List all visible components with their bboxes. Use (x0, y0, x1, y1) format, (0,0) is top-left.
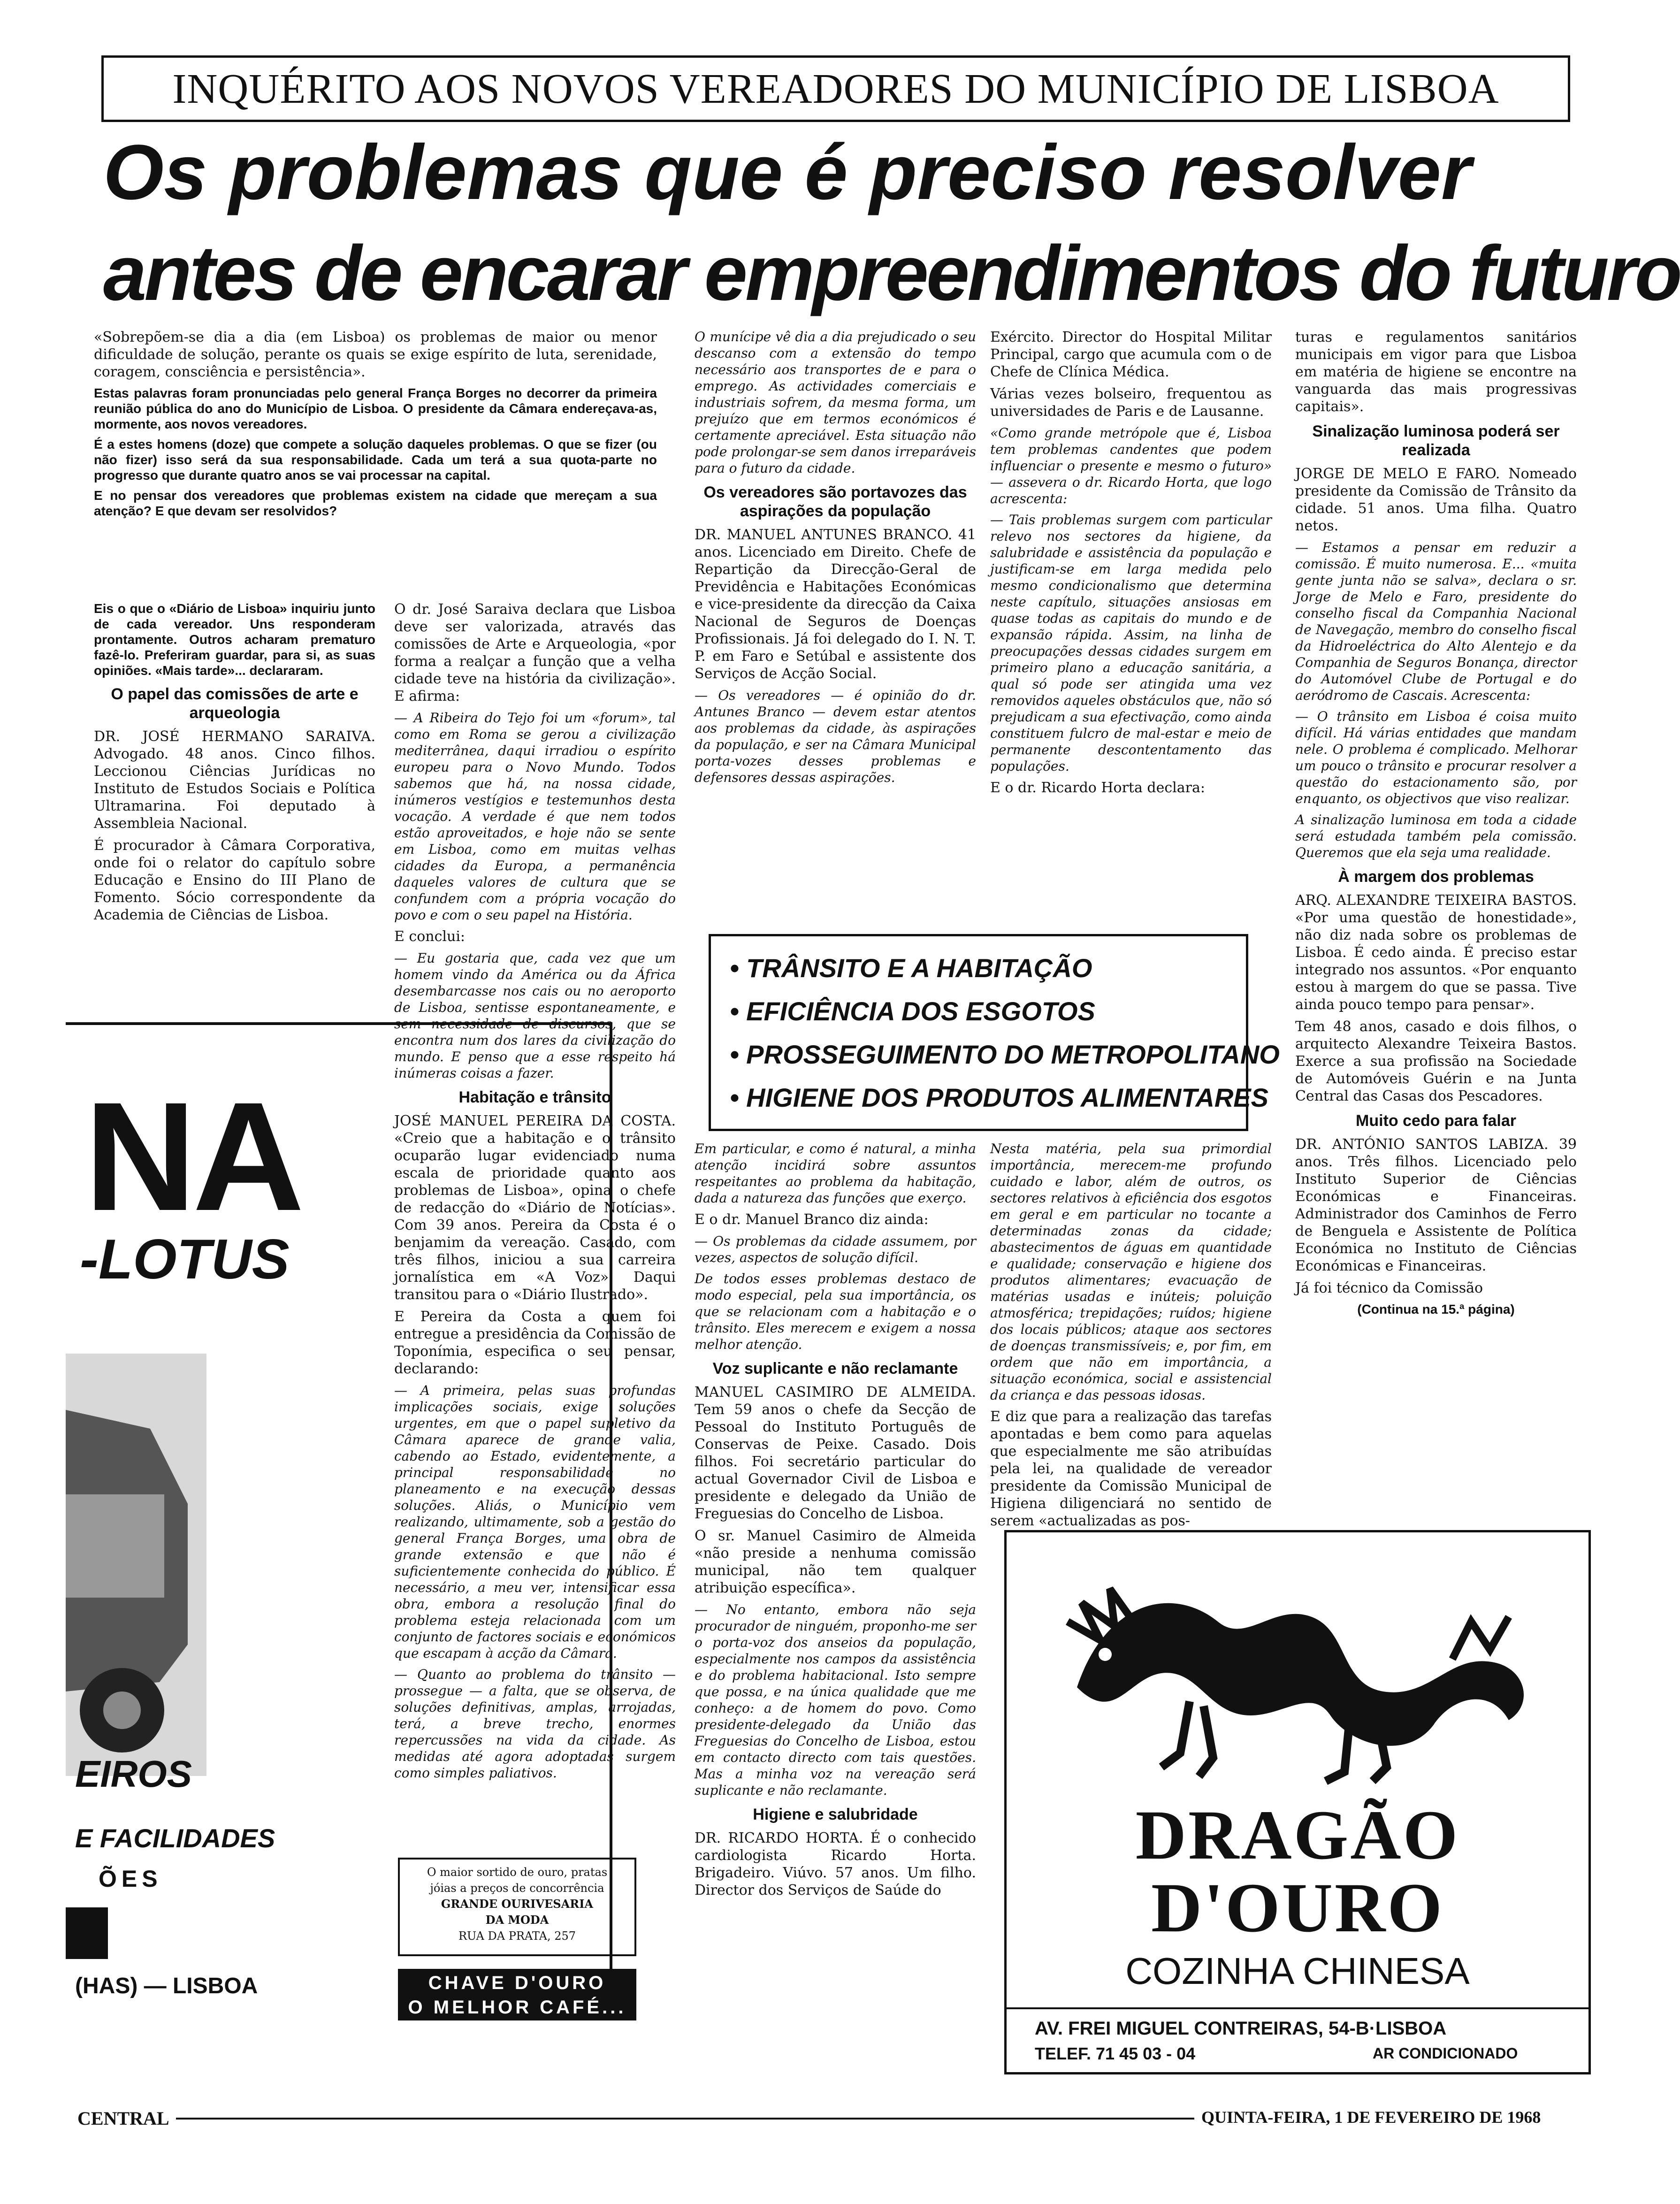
quote-paragraph: Nesta matéria, pela sua primordial importância, merecem-me profundo cuidado e labor, além de outros, os sectores relativos à eficiência dos esgotos em geral e em particular no tocante a determinadas zonas da cidade; abastecimentos de águas em quantidade e qualidade; conservação e higiene dos produtos alimentares; evacuação de matérias usadas e inúteis; poluição atmosférica; trepidações; ruídos; higiene dos locais públicos; ataque aos sectores de doenças transmissíveis; e, por fim, em ordem que não em importância, a situação económica, social e assistencial da criança e das pessoas idosas. (990, 1141, 1272, 1403)
quote-paragraph: — Os vereadores — é opinião do dr. Antunes Branco — devem estar atentos aos problemas da cidade, às aspirações da população, e ser na Câmara Municipal porta-vozes desses problemas e defensores dessas aspirações. (695, 688, 976, 785)
subheading: Sinalização luminosa poderá ser realizada (1312, 422, 1560, 459)
paragraph: DR. JOSÉ HERMANO SARAIVA. Advogado. 48 anos. Cinco filhos. Leccionou Ciências Jurídicas no Instituto de Estudos Sociais e Política Ultramarina. Foi deputado à Assembleia Nacional. (94, 728, 375, 832)
paragraph: E diz que para a realização das tarefas apontadas e bem como para aquelas que especialmente me são atribuídas pela lei, na qualidade de vereador presidente da Comissão Municipal de Higiena diligenciará no sentido de serem «actualizadas as pos- (990, 1408, 1272, 1529)
paragraph: É procurador à Câmara Corporativa, onde foi o relator do capítulo sobre Educação e Ensino do III Plano de Fomento. Sócio correspondente da Academia de Ciências de Lisboa. (94, 837, 375, 923)
restaurant-address: AV. FREI MIGUEL CONTREIRAS, 54-B·LISBOA (1035, 2018, 1447, 2039)
quote-paragraph: De todos esses problemas destaco de modo especial, pela sua importância, os que se relacionam com a habitação e o trânsito. Eles merecem e exigem a nossa melhor atenção. (695, 1271, 976, 1352)
subheading: O papel das comissões de arte e arqueologia (111, 685, 359, 722)
column-4-top (990, 329, 1272, 929)
paragraph: E o dr. Ricardo Horta declara: (990, 780, 1205, 796)
quote-paragraph: — No entanto, embora não seja procurador de ninguém, proponho-me ser o porta-voz dos anseios da população, especialmente nos campos da assistência e do problema habitacional. Isto sempre que possa, e na única qualidade que me conheço: a de homem do povo. Como presidente-delegado da União das Freguesias do Concelho de Lisboa, estou em contacto directo com tais questões. Mas a minha voz na vereação será suplicante e não reclamante. (695, 1602, 976, 1798)
quote-paragraph: — Estamos a pensar em reduzir a comissão. É muito numerosa. E... «muita gente junta não se salva», declara o sr. Jorge de Melo e Faro, presidente do conselho fiscal da Companhia Nacional de Navegação, membro do conselho fiscal da Hidroeléctrica do Alto Alentejo e da Companhia de Seguros Bonança, director do Automóvel Clube de Portugal e do aeródromo de Cascais. Acrescenta: (1295, 540, 1577, 703)
quote-paragraph: — Quanto ao problema do trânsito — prossegue — a falta, que se observa, de soluções definitivas, amplas, arrojadas, terá, a breve trecho, enormes repercussões na vida da cidade. As medidas até agora adoptadas surgem como simples paliativos. (394, 1667, 676, 1781)
quote-paragraph: — Os problemas da cidade assumem, por vezes, aspectos de solução difícil. (695, 1233, 976, 1265)
headline-line-1: Os problemas que é preciso resolver (103, 129, 1472, 216)
restaurant-advertisement (1004, 1530, 1591, 2074)
paragraph: E conclui: (394, 928, 466, 945)
jewellery-advertisement (398, 1858, 636, 1956)
paragraph: DR. RICARDO HORTA. É o conhecido cardiologista Ricardo Horta. Brigadeiro. Viúvo. 57 anos. Um filho. Director dos Serviços de Saúde do (695, 1830, 976, 1898)
paragraph: JORGE DE MELO E FARO. Nomeado presidente da Comissão de Trânsito da cidade. 51 anos. Uma filha. Quatro netos. (1295, 466, 1577, 534)
ad-lotus: -LOTUS (80, 1228, 290, 1291)
subheading: Os vereadores são portavozes das aspirações da população (703, 483, 967, 520)
paragraph: E o dr. Manuel Branco diz ainda: (695, 1211, 929, 1228)
footer-rule (101, 2118, 1194, 2120)
topics-box (709, 934, 1280, 1131)
ad-cafe-slogan: O MELHOR CAFÉ... (408, 1997, 626, 2018)
paragraph: Tem 48 anos, casado e dois filhos, o arquitecto Alexandre Teixeira Bastos. Exerce a sua profissão na Sociedade de Automóveis Guérin e na Junta Central das Casas dos Pescadores. (1295, 1018, 1577, 1104)
subheading: À margem dos problemas (1338, 868, 1534, 886)
ad-jewel-line: jóias a preços de concorrência (430, 1882, 604, 1895)
column-4-bottom (990, 1140, 1272, 1529)
ad-big-letters: NA (84, 1070, 301, 1243)
lead-paragraph: Eis o que o «Diário de Lisboa» inquiriu junto de cada vereador. Uns responderam prontamente. Outros acharam prematuro fazê-lo. Preferiram guardar, para si, as suas opiniões. «Mais tarde»... declararam. (94, 601, 375, 678)
paragraph: O sr. Manuel Casimiro de Almeida «não preside a nenhuma comissão municipal, não tem qualquer atribuição específica». (695, 1528, 976, 1596)
quote-paragraph: O munícipe vê dia a dia prejudicado o seu descanso com a extensão do tempo necessário aos transportes de e para o emprego. As actividades comerciais e industriais sofrem, da mesma forma, um prejuízo que em termos económicos é certamente apreciável. Esta situação não pode prolongar-se sem danos irreparáveis para o futuro da cidade. (695, 329, 976, 476)
subheading: Habitação e trânsito (458, 1088, 611, 1106)
topic-item: • HIGIENE DOS PRODUTOS ALIMENTARES (730, 1083, 1268, 1112)
restaurant-name: DRAGÃO (1135, 1796, 1460, 1874)
car-image (66, 1354, 206, 1776)
quote-paragraph: — Tais problemas surgem com particular relevo nos sectores da higiene, da salubridade e assistência da população e justificam-se em larga medida pelo mesmo condicionalismo que determina neste capítulo, situações ansiosas em quase todas as capitais do mundo e de expansão rápida. Assim, na linha de preocupações dessas cidades surgem em primeiro plano a educação sanitária, a qual só pode ser atingida uma vez removidos aqueles obstáculos que, não só prejudicam a sua efectivação, como ainda constituem fulcro de mal-estar e meio de permanente descontentamento das populações. (990, 512, 1272, 774)
ad-jewel-address: RUA DA PRATA, 257 (458, 1929, 576, 1943)
paragraph: JOSÉ MANUEL PEREIRA DA COSTA. «Creio que a habitação e o trânsito ocuparão lugar evidenciado numa escala de prioridade quanto aos problemas de Lisboa», opina o chefe de redacção do «Diário de Notícias». Com 39 anos. Pereira da Costa é o benjamim da vereação. Casado, com três filhos, iniciou a sua carreira jornalística em «A Voz». Daqui transitou para o «Diário Ilustrado». (394, 1113, 676, 1303)
restaurant-phone: TELEF. 71 45 03 - 04 (1035, 2044, 1196, 2063)
paragraph: Várias vezes bolseiro, frequentou as universidades de Paris e de Lausanne. (990, 386, 1272, 420)
restaurant-ac: AR CONDICIONADO (1373, 2045, 1518, 2062)
intro-paragraph: Estas palavras foram pronunciadas pelo general França Borges no decorrer da primeira reunião pública do ano do Município de Lisboa. O presidente da Câmara endereçava-as, mormente, aos novos vereadores. (94, 386, 657, 431)
column-3-bottom (695, 1140, 976, 2032)
dragon-icon (1049, 1546, 1546, 1791)
quote-paragraph: «Como grande metrópole que é, Lisboa tem problemas candentes que podem influenciar o presente e mesmo o futuro» — assevera o dr. Ricardo Horta, que logo acrescenta: (990, 425, 1272, 506)
paragraph: DR. MANUEL ANTUNES BRANCO. 41 anos. Licenciado em Direito. Chefe de Repartição da Direcção-Geral de Previdência e Habitações Económicas e vice-presidente da direcção da Caixa Nacional de Seguros de Doenças Profissionais. Já foi delegado do I. N. T. P. em Faro e Setúbal e assistente dos Serviços de Acção Social. (695, 527, 976, 682)
ad-jewel-store: DA MODA (485, 1913, 549, 1927)
paragraph: Já foi técnico da Comissão (1295, 1280, 1483, 1296)
subheading: Muito cedo para falar (1356, 1112, 1516, 1130)
paragraph: O dr. José Saraiva declara que Lisboa deve ser valorizada, através das comissões de Arte e Arqueologia, «por forma a realçar a função que a velha cidade teve na história da civilização». E afirma: (394, 601, 676, 704)
intro-paragraph: E no pensar dos vereadores que problemas existem na cidade que mereçam a sua atenção? E que devam ser resolvidos? (94, 488, 657, 518)
paragraph: DR. ANTÓNIO SANTOS LABIZA. 39 anos. Três filhos. Licenciado pelo Instituto Superior de Ciências Económicas e Financeiras. Administrador dos Caminhos de Ferro de Benguela e Assistente de Política Económica no Instituto de Ciências Económicas e Financeiras. (1295, 1136, 1577, 1274)
ad-cafe-name: CHAVE D'OURO (428, 1973, 606, 1993)
ad-text-eiros: EIROS (75, 1753, 192, 1795)
paragraph: turas e regulamentos sanitários municipais em vigor para que Lisboa em matéria de higiene se encontre na vanguarda das mais progressivas capitais». (1295, 329, 1577, 415)
column-3-top (695, 329, 976, 929)
paragraph: Exército. Director do Hospital Militar Principal, cargo que acumula com o de Chefe de Clínica Médica. (990, 329, 1272, 380)
footer-date: QUINTA-FEIRA, 1 DE FEVEREIRO DE 1968 (1201, 2108, 1541, 2127)
ad-jewel-line: O maior sortido de ouro, pratas (427, 1866, 608, 1879)
topic-item: • PROSSEGUIMENTO DO METROPOLITANO (730, 1040, 1280, 1069)
quote-paragraph: — Eu gostaria que, cada vez que um homem vindo da América ou da África desembarcasse nos cais ou no aeroporto de Lisboa, sentisse espontaneamente, e sem necessidade de discursos, que se encontra num dos lares da civilização do mundo. E penso que a esse respeito há inúmeras coisas a fazer. (394, 950, 676, 1081)
footer-section: CENTRAL (77, 2107, 176, 2129)
quote-paragraph: — O trânsito em Lisboa é coisa muito difícil. Há várias entidades que mandam nele. O problema é complicado. Melhorar um pouco o trânsito e procurar resolver a questão do estacionamento são, por enquanto, os objectivos que viso realizar. (1295, 709, 1577, 806)
intro-paragraph: É a estes homens (doze) que compete a solução daqueles problemas. O que se fizer (ou não fizer) isso será da sua responsabilidade. Cada um terá a sua quota-parte no progresso que durante quatro anos se vai processar na capital. (94, 437, 657, 482)
topic-item: • EFICIÊNCIA DOS ESGOTOS (730, 996, 1095, 1026)
ad-text-lisboa: (HAS) — LISBOA (75, 1974, 258, 1998)
column-5 (1295, 329, 1577, 1521)
ad-logo-fragment (66, 1907, 108, 1959)
subheading: Voz suplicante e não reclamante (712, 1360, 958, 1378)
headline-line-2: antes de encarar empreendimentos do futuro (103, 230, 1680, 317)
column-1-lower (94, 601, 375, 1023)
cafe-advertisement (398, 1969, 636, 2020)
quote-paragraph: A sinalização luminosa em toda a cidade será estudada também pela comissão. Queremos que ela seja uma realidade. (1295, 812, 1577, 860)
restaurant-tagline: COZINHA CHINESA (1125, 1950, 1470, 1992)
opening-quote: «Sobrepõem-se dia a dia (em Lisboa) os problemas de maior ou menor dificuldade de solução, perante os quais se exige espírito de luta, serenidade, coragem, consciência e persistência». (94, 329, 657, 380)
topic-item: • TRÂNSITO E A HABITAÇÃO (730, 953, 1092, 983)
divider (1007, 2007, 1588, 2009)
banner-title: INQUÉRITO AOS NOVOS VEREADORES DO MUNICÍPIO DE LISBOA (172, 65, 1499, 112)
restaurant-name: D'OURO (1151, 1869, 1444, 1947)
continuation-note: (Continua na 15.ª página) (1357, 1302, 1515, 1316)
ad-text-oes: ÕES (99, 1866, 162, 1892)
quote-paragraph: — A Ribeira do Tejo foi um «forum», tal como em Roma se gerou a civilização mediterrânea, daqui irradiou o espírito europeu para o Novo Mundo. Todos sabemos que há, na nossa cidade, inúmeros vestígios e testemunhos desta vocação. A verdade é que nem todos estão aproveitados, e hoje não se sente em Lisboa, como em muitas velhas cidades da Europa, a permanência daqueles valores de cultura que se confundem com a própria vocação do povo e com o seu papel na História. (394, 710, 676, 923)
quote-paragraph: — A primeira, pelas suas profundas implicações sociais, exige soluções urgentes, em que o papel supletivo da Câmara aparece de grande valia, cabendo ao Estado, evidentemente, a principal responsabilidade no planeamento e na execução dessas soluções. Aliás, o Município vem realizando, ultimamente, sob a gestão do general França Borges, uma obra de grande extensão e que não é suficientemente conhecida do público. É necessário, a meu ver, intensificar essa obra, embora a resolução final do problema esteja relacionada com um conjunto de factores sociais e económicos que escapam à acção da Câmara. (394, 1383, 676, 1661)
quote-paragraph: Em particular, e como é natural, a minha atenção incidirá sobre assuntos respeitantes ao problema da habitação, dada a natureza das funções que exerço. (695, 1141, 976, 1206)
section-banner (101, 55, 1570, 122)
paragraph: ARQ. ALEXANDRE TEIXEIRA BASTOS. «Por uma questão de honestidade», não diz nada sobre os problemas de Lisboa. É cedo ainda. É preciso estar integrado nos assuntos. «Por enquanto estou à margem do que se passa. Tive ainda pouco tempo para pensar». (1295, 892, 1577, 1013)
paragraph: E Pereira da Costa a quem foi entregue a presidência da Comissão de Toponímia, especifica o seu pensar, declarando: (394, 1309, 676, 1377)
subheading: Higiene e salubridade (753, 1806, 918, 1823)
ad-jewel-store: GRANDE OURIVESARIA (441, 1897, 594, 1911)
paragraph: MANUEL CASIMIRO DE ALMEIDA. Tem 59 anos o chefe da Secção de Pessoal do Instituto Português de Conservas de Peixe. Casado. Dois filhos. Foi secretário particular do actual Governador Civil de Lisboa e presidente e delegado da União de Freguesias do Concelho de Lisboa. (695, 1384, 976, 1522)
ad-text-facilidades: E FACILIDADES (75, 1823, 275, 1853)
